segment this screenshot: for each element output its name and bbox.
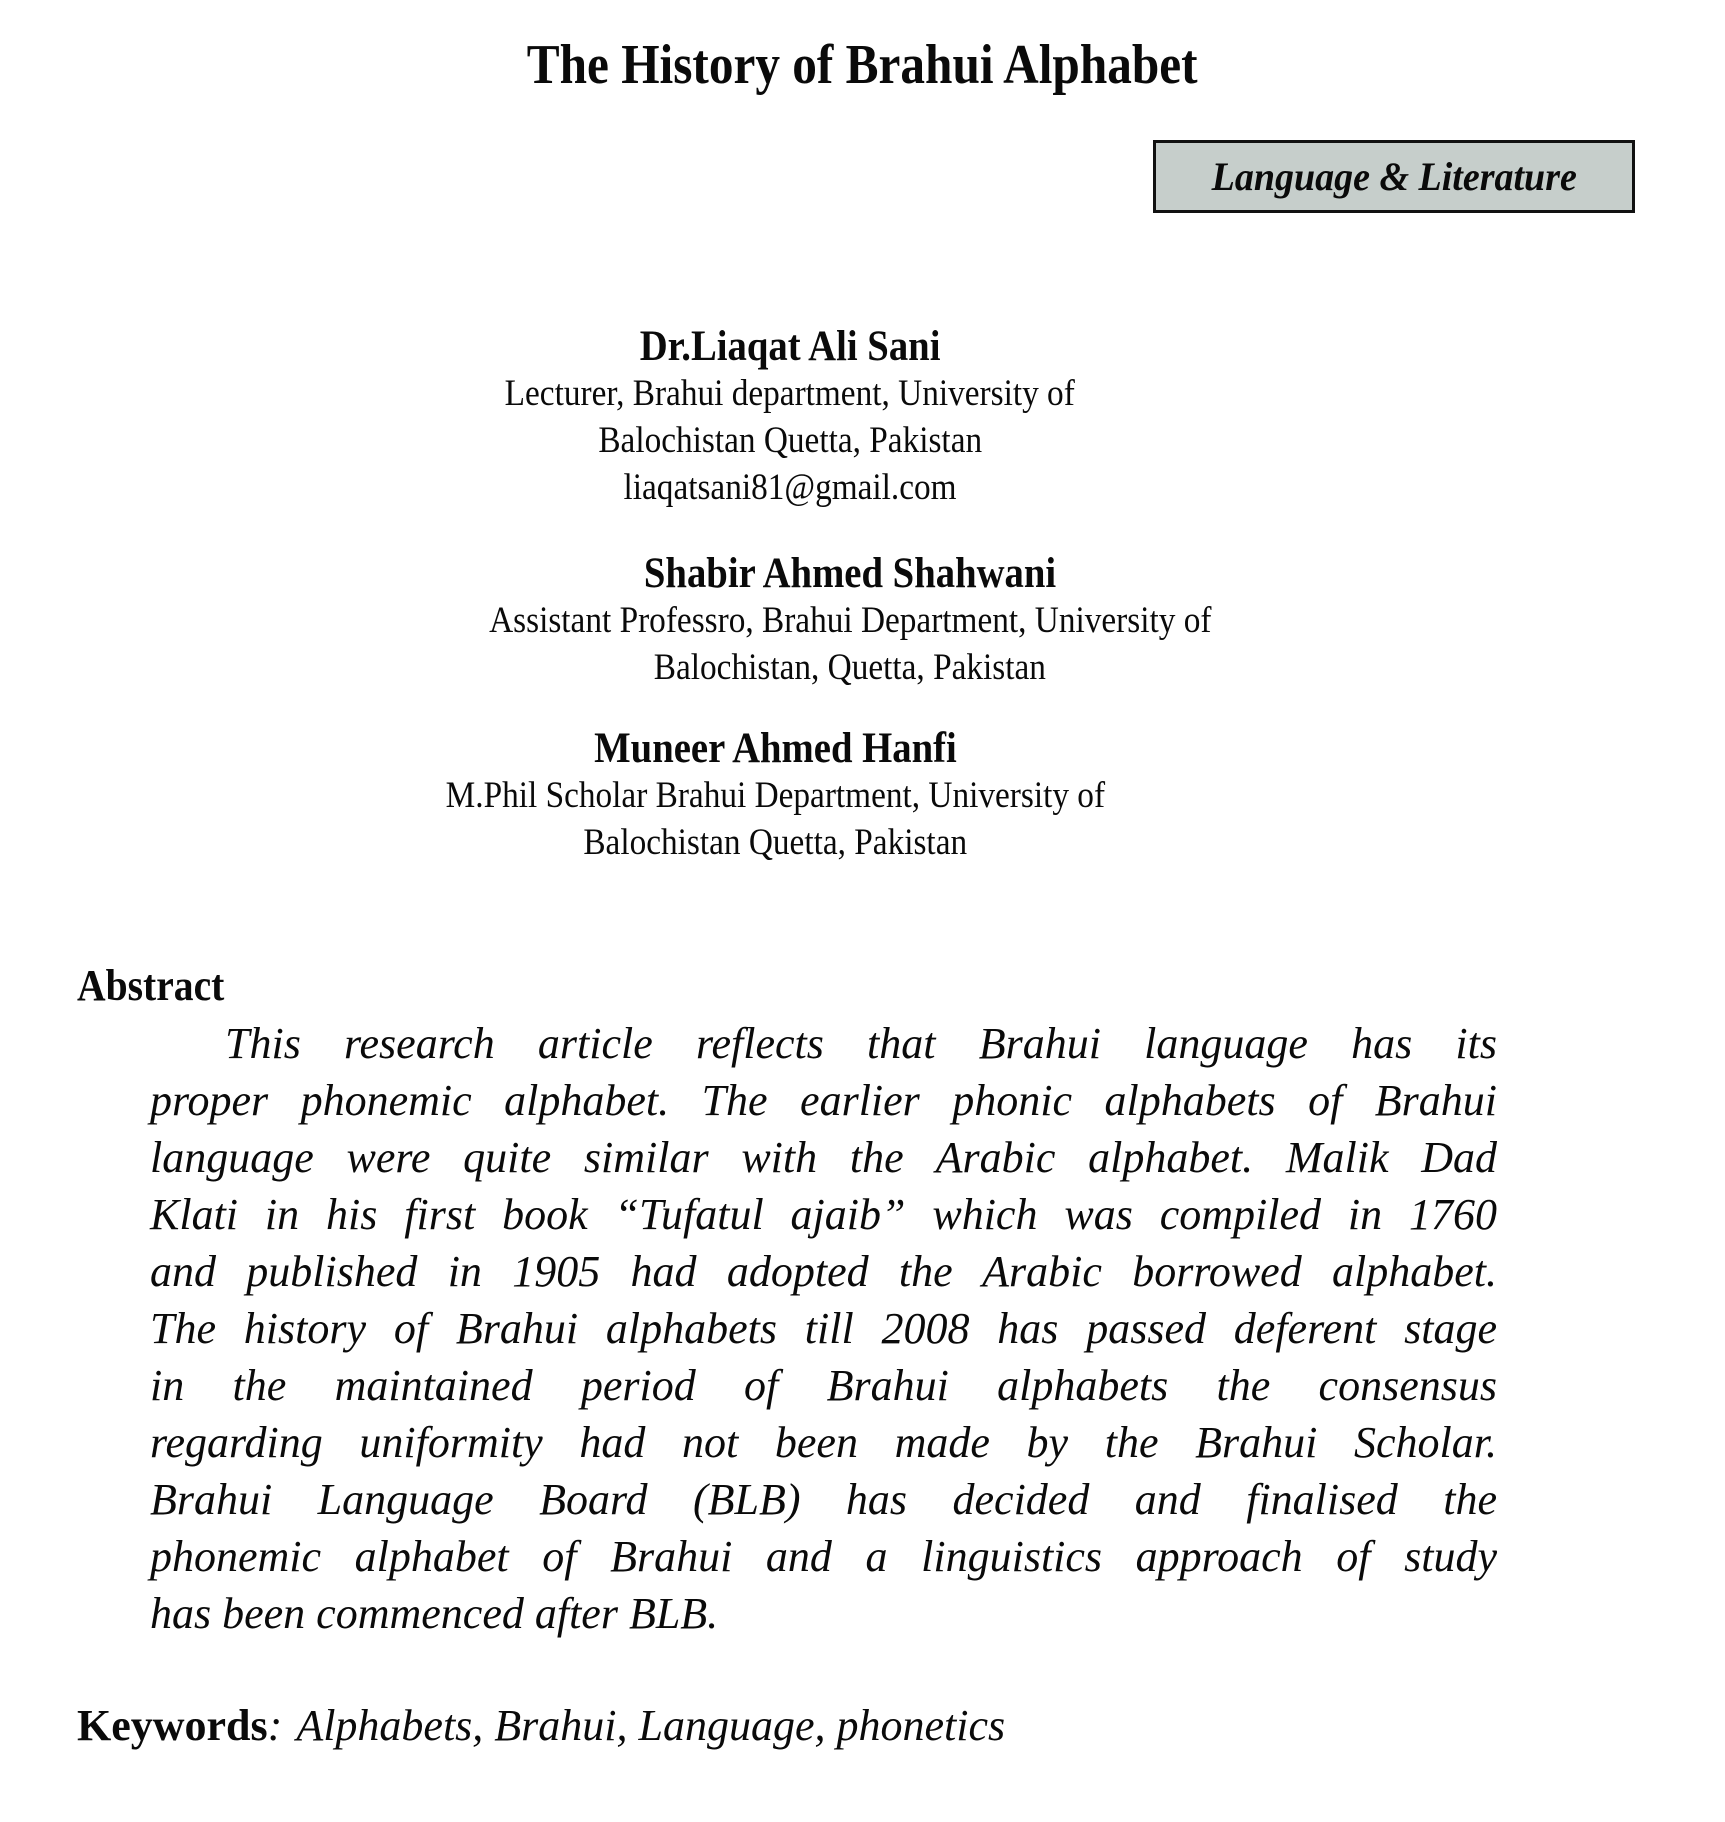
author-affiliation-line (0, 417, 1580, 464)
author-name-text: Dr.Liaqat Ali Sani (639, 323, 941, 370)
category-badge-label: Language & Literature (1211, 154, 1577, 199)
abstract-line: This research article reflects that Brahui language has its (225, 1019, 1497, 1068)
paper-title-text: The History of Brahui Alphabet (527, 34, 1198, 96)
abstract-line: and published in 1905 had adopted the Arabic borrowed alphabet. (150, 1247, 1497, 1296)
abstract-line: has been commenced after BLB. (150, 1589, 719, 1638)
keywords-values: Alphabets, Brahui, Language, phonetics (296, 1701, 1006, 1750)
abstract-line: Klati in his first book “Tufatul ajaib” which was compiled in 1760 (150, 1190, 1497, 1239)
author-affiliation-text: Balochistan Quetta, Pakistan (583, 822, 967, 863)
author-affiliation-line (0, 819, 1550, 866)
author-affiliation-text: Assistant Professro, Brahui Department, University of (488, 600, 1212, 641)
keywords-line (77, 1698, 1005, 1754)
abstract-line: The history of Brahui alphabets till 2008 has passed deferent stage (150, 1304, 1497, 1353)
author-affiliation-text: M.Phil Scholar Brahui Department, University of (445, 775, 1105, 816)
abstract-line: Brahui Language Board (BLB) has decided and finalised the (150, 1475, 1497, 1524)
author-affiliation-text: Balochistan, Quetta, Pakistan (653, 647, 1047, 688)
author-affiliation-line (0, 597, 1700, 644)
author-name-text: Shabir Ahmed Shahwani (643, 550, 1057, 597)
category-badge (1153, 140, 1635, 213)
abstract-body (150, 1015, 1497, 1642)
paper-title (0, 30, 1725, 100)
abstract-line: in the maintained period of Brahui alphabets the consensus (150, 1361, 1497, 1410)
author-name (0, 322, 1580, 372)
author-block-2 (0, 549, 1700, 691)
author-affiliation-line (0, 370, 1580, 417)
author-email (0, 464, 1580, 511)
author-affiliation-line (0, 644, 1700, 691)
author-name (0, 724, 1550, 774)
abstract-line: language were quite similar with the Arabic alphabet. Malik Dad (150, 1133, 1497, 1182)
author-affiliation-text: Balochistan Quetta, Pakistan (598, 420, 982, 461)
abstract-line: phonemic alphabet of Brahui and a linguistics approach of study (150, 1532, 1497, 1581)
author-block-1 (0, 322, 1580, 511)
abstract-heading (77, 958, 241, 1014)
author-affiliation-line (0, 772, 1550, 819)
author-name (0, 549, 1700, 599)
keywords-label: Keywords (77, 1701, 268, 1750)
author-name-text: Muneer Ahmed Hanfi (593, 725, 957, 772)
keywords-separator: : (267, 1701, 283, 1750)
author-block-3 (0, 724, 1550, 866)
abstract-heading-text: Abstract (77, 961, 225, 1010)
author-affiliation-text: Lecturer, Brahui department, University of (504, 373, 1076, 414)
author-email-text: liaqatsani81@gmail.com (623, 467, 957, 508)
abstract-line: proper phonemic alphabet. The earlier phonic alphabets of Brahui (150, 1076, 1497, 1125)
abstract-line: regarding uniformity had not been made by the Brahui Scholar. (150, 1418, 1497, 1467)
